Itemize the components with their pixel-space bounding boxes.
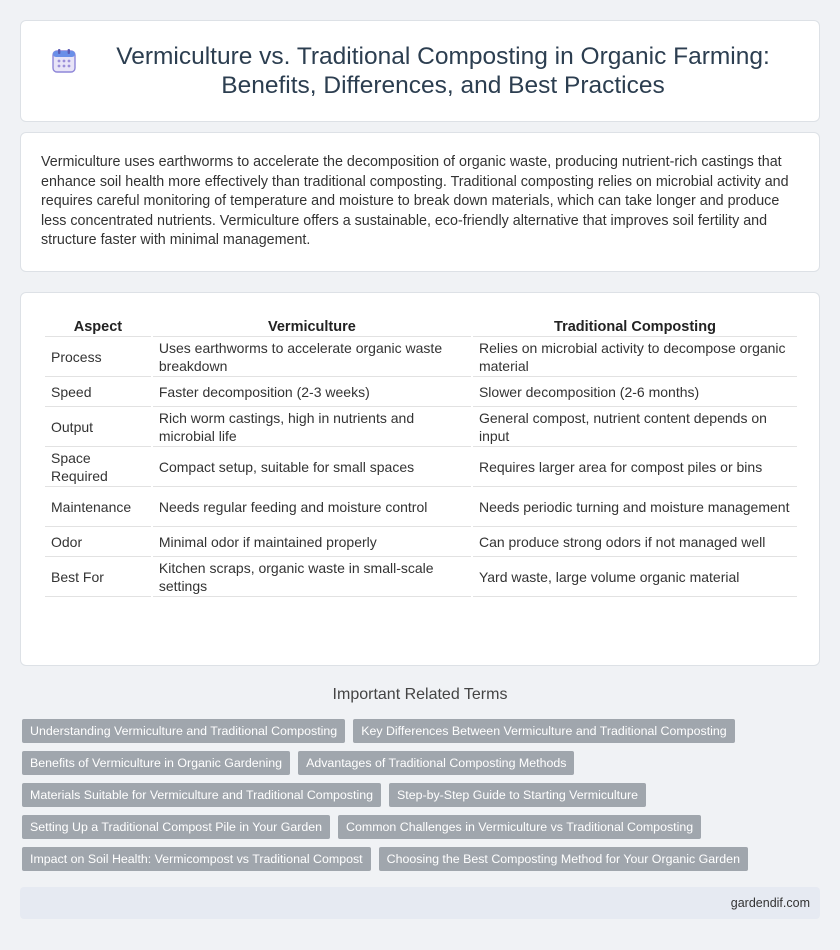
table-cell: Rich worm castings, high in nutrients and microbial life — [153, 407, 471, 447]
related-terms-title: Important Related Terms — [332, 686, 508, 703]
table-header-row — [45, 313, 797, 337]
table-cell: Process — [45, 337, 151, 377]
calendar-icon — [51, 48, 77, 74]
related-term-tag[interactable]: Benefits of Vermiculture in Organic Gardening — [22, 751, 290, 775]
table-cell: Uses earthworms to accelerate organic waste breakdown — [153, 337, 471, 377]
related-term-tag[interactable]: Understanding Vermiculture and Traditional Composting — [22, 719, 345, 743]
table-row — [45, 447, 797, 487]
intro-card — [20, 132, 820, 272]
related-term-tag[interactable]: Key Differences Between Vermiculture and Traditional Composting — [353, 719, 735, 743]
table-row — [45, 407, 797, 447]
table-row — [45, 557, 797, 597]
related-term-tag[interactable]: Step-by-Step Guide to Starting Vermiculture — [389, 783, 646, 807]
page-title: Vermiculture vs. Traditional Composting in Organic Farming: Benefits, Differences, and Best Practices — [116, 43, 770, 99]
table-row — [45, 487, 797, 527]
table-row — [45, 527, 797, 557]
table-cell: Best For — [45, 557, 151, 597]
related-term-tag[interactable]: Materials Suitable for Vermiculture and Traditional Composting — [22, 783, 381, 807]
table-cell: Kitchen scraps, organic waste in small-scale settings — [153, 557, 471, 597]
related-terms-list — [22, 719, 822, 879]
table-cell: Needs regular feeding and moisture control — [153, 487, 471, 527]
header-traditional: Traditional Composting — [473, 313, 797, 337]
comparison-table — [43, 313, 799, 597]
table-cell: Speed — [45, 377, 151, 407]
header-vermiculture: Vermiculture — [153, 313, 471, 337]
table-row — [45, 377, 797, 407]
table-cell: General compost, nutrient content depends on input — [473, 407, 797, 447]
header-aspect: Aspect — [45, 313, 151, 337]
table-cell: Odor — [45, 527, 151, 557]
table-cell: Faster decomposition (2-3 weeks) — [153, 377, 471, 407]
table-cell: Minimal odor if maintained properly — [153, 527, 471, 557]
table-cell: Relies on microbial activity to decompose organic material — [473, 337, 797, 377]
related-term-tag[interactable]: Setting Up a Traditional Compost Pile in Your Garden — [22, 815, 330, 839]
related-term-tag[interactable]: Common Challenges in Vermiculture vs Traditional Composting — [338, 815, 701, 839]
related-term-tag[interactable]: Choosing the Best Composting Method for Your Organic Garden — [379, 847, 748, 871]
table-cell: Space Required — [45, 447, 151, 487]
related-term-tag[interactable]: Impact on Soil Health: Vermicompost vs Traditional Compost — [22, 847, 371, 871]
table-row — [45, 337, 797, 377]
footer-site-link[interactable]: gardendif.com — [730, 896, 810, 910]
table-cell: Compact setup, suitable for small spaces — [153, 447, 471, 487]
table-cell: Can produce strong odors if not managed well — [473, 527, 797, 557]
table-cell: Yard waste, large volume organic material — [473, 557, 797, 597]
comparison-card — [20, 292, 820, 666]
title-card — [20, 20, 820, 122]
intro-paragraph: Vermiculture uses earthworms to accelerate the decomposition of organic waste, producing nutrient-rich castings that enhance soil health more effectively than traditional composting. Traditional composting relies on microbial activity and requires careful monitoring of temperature and moisture to break down materials, which can take longer and produce less concentrated nutrients. Vermiculture offers a sustainable, eco-friendly alternative that improves soil fertility and structure faster with minimal management. — [41, 154, 789, 248]
table-cell: Maintenance — [45, 487, 151, 527]
table-cell: Needs periodic turning and moisture management — [473, 487, 797, 527]
table-cell: Slower decomposition (2-6 months) — [473, 377, 797, 407]
related-term-tag[interactable]: Advantages of Traditional Composting Methods — [298, 751, 574, 775]
footer — [20, 887, 820, 919]
table-cell: Requires larger area for compost piles or bins — [473, 447, 797, 487]
table-cell: Output — [45, 407, 151, 447]
